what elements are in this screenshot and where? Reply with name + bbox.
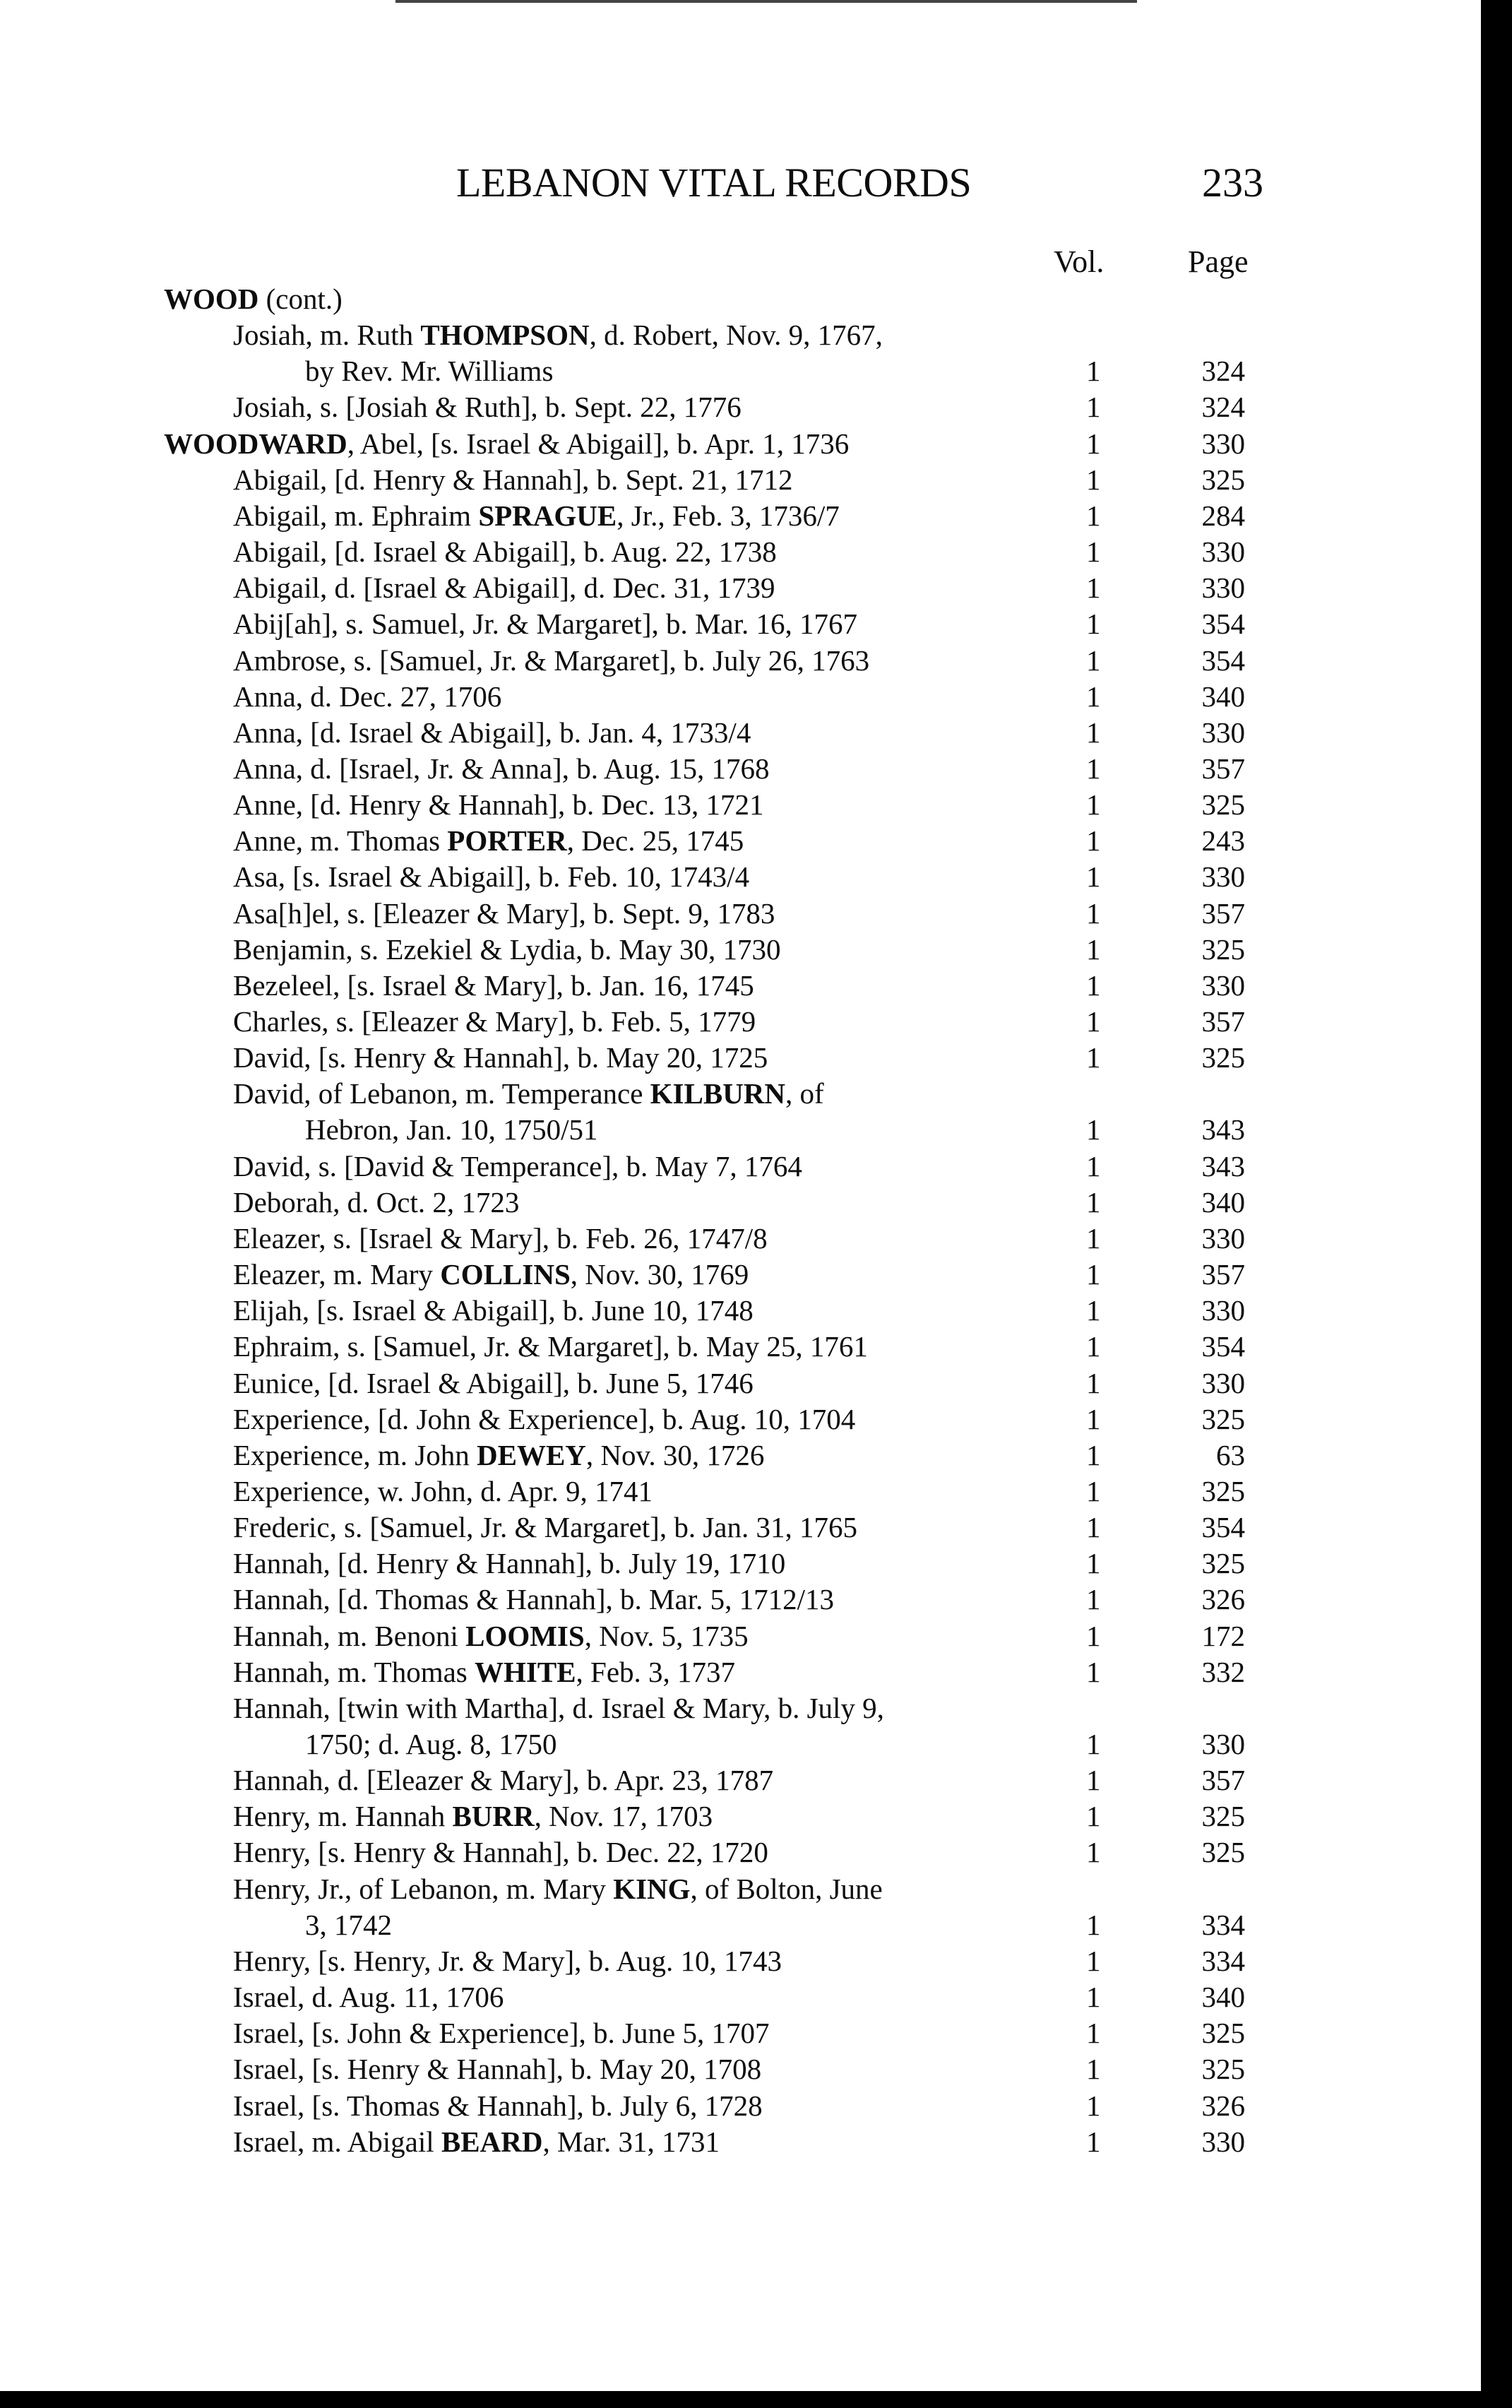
record-text <box>233 823 744 859</box>
record-text-part: Hannah, [d. Henry & Hannah], b. July 19, 1710 <box>233 1547 786 1579</box>
record-row <box>0 1221 1481 1257</box>
record-row <box>0 787 1481 823</box>
record-page: 357 <box>1201 1764 1245 1796</box>
record-vol: 1 <box>1086 1511 1101 1543</box>
surname-bold: THOMPSON <box>420 319 590 351</box>
record-text <box>233 1979 504 2015</box>
record-page: 340 <box>1201 680 1245 713</box>
record-text-part: Bezeleel, [s. Israel & Mary], b. Jan. 16, 1745 <box>233 969 754 1002</box>
record-row <box>0 679 1481 715</box>
record-text <box>233 715 751 751</box>
record-vol: 1 <box>1086 535 1101 568</box>
record-page: 325 <box>1201 1836 1245 1868</box>
record-text-part: Asa, [s. Israel & Abigail], b. Feb. 10, 1743/4 <box>233 860 750 893</box>
record-text <box>233 968 754 1004</box>
record-vol: 1 <box>1086 1439 1101 1471</box>
record-vol: 1 <box>1086 1981 1101 2013</box>
record-text <box>233 534 777 570</box>
surname-bold: LOOMIS <box>465 1620 585 1652</box>
record-text <box>233 570 775 606</box>
record-row <box>0 859 1481 895</box>
surname-bold: BEARD <box>441 2125 543 2158</box>
record-vol: 1 <box>1086 1620 1101 1652</box>
record-row <box>0 2088 1481 2124</box>
record-row <box>0 1582 1481 1618</box>
record-page: 330 <box>1201 1728 1245 1760</box>
record-row <box>0 1546 1481 1582</box>
record-text <box>305 1726 557 1762</box>
record-row <box>0 968 1481 1004</box>
record-text-part: 3, 1742 <box>305 1909 392 1941</box>
record-vol: 1 <box>1086 1403 1101 1435</box>
record-vol: 1 <box>1086 1547 1101 1579</box>
record-text-part: Israel, [s. John & Experience], b. June 5, 1707 <box>233 2017 770 2049</box>
record-vol: 1 <box>1086 1367 1101 1399</box>
record-text-part: Abigail, [d. Israel & Abigail], b. Aug. 22, 1738 <box>233 535 777 568</box>
record-vol: 1 <box>1086 824 1101 857</box>
record-vol: 1 <box>1086 716 1101 749</box>
record-page: 330 <box>1201 1367 1245 1399</box>
surname-bold: WOOD <box>164 283 259 315</box>
record-text <box>233 1762 773 1798</box>
record-row <box>0 1473 1481 1510</box>
record-text <box>233 1690 884 1726</box>
record-text <box>233 2015 769 2051</box>
record-vol: 1 <box>1086 933 1101 966</box>
record-page: 324 <box>1201 355 1245 387</box>
record-vol: 1 <box>1086 680 1101 713</box>
record-text-part: , Mar. 31, 1731 <box>542 2125 720 2158</box>
record-page: 325 <box>1201 788 1245 821</box>
column-header-page: Page <box>1188 244 1249 279</box>
record-page: 325 <box>1201 463 1245 496</box>
record-text-part: Henry, Jr., of Lebanon, m. Mary <box>233 1873 614 1905</box>
record-text-part: Elijah, [s. Israel & Abigail], b. June 10, 1748 <box>233 1294 754 1327</box>
record-page: 63 <box>1216 1439 1245 1471</box>
record-row <box>0 426 1481 462</box>
record-text-part: Experience, m. John <box>233 1439 477 1471</box>
record-text-part: Josiah, s. [Josiah & Ruth], b. Sept. 22, 1776 <box>233 391 742 423</box>
record-vol: 1 <box>1086 1041 1101 1074</box>
record-text-part: , Jr., Feb. 3, 1736/7 <box>617 499 840 532</box>
record-text <box>233 1076 824 1112</box>
record-text <box>233 498 840 534</box>
record-text <box>233 1546 785 1582</box>
record-page: 284 <box>1201 499 1245 532</box>
surname-bold: KING <box>613 1873 691 1905</box>
record-text <box>233 1401 855 1437</box>
record-row <box>0 317 1481 353</box>
record-text-part: Anna, d. Dec. 27, 1706 <box>233 680 502 713</box>
record-text-part: , Nov. 30, 1726 <box>585 1439 765 1471</box>
record-row <box>0 896 1481 932</box>
record-row <box>0 1293 1481 1329</box>
record-text-part: , of Bolton, June <box>690 1873 883 1905</box>
record-row <box>0 2124 1481 2160</box>
record-row <box>0 1834 1481 1870</box>
record-text-part: Henry, [s. Henry & Hannah], b. Dec. 22, 1720 <box>233 1836 768 1868</box>
record-text <box>233 1329 868 1365</box>
record-vol: 1 <box>1086 1909 1101 1941</box>
record-text <box>233 2088 763 2124</box>
record-vol: 1 <box>1086 1294 1101 1327</box>
record-page: 334 <box>1201 1945 1245 1977</box>
record-text-part: Josiah, m. Ruth <box>233 319 421 351</box>
record-vol: 1 <box>1086 1764 1101 1796</box>
record-text-part: Henry, [s. Henry, Jr. & Mary], b. Aug. 10, 1743 <box>233 1945 782 1977</box>
record-vol: 1 <box>1086 2125 1101 2158</box>
record-text-part: Hannah, d. [Eleazer & Mary], b. Apr. 23, 1787 <box>233 1764 774 1796</box>
record-vol: 1 <box>1086 969 1101 1002</box>
record-text <box>233 1582 834 1618</box>
record-text-part: Hannah, [d. Thomas & Hannah], b. Mar. 5, 1712/13 <box>233 1583 834 1615</box>
record-text-part: Israel, m. Abigail <box>233 2125 441 2158</box>
record-text <box>233 1004 756 1040</box>
record-page: 324 <box>1201 391 1245 423</box>
record-row <box>0 1871 1481 1907</box>
record-vol: 1 <box>1086 644 1101 677</box>
record-page: 325 <box>1201 933 1245 966</box>
record-text <box>233 787 763 823</box>
record-text-part: Eunice, [d. Israel & Abigail], b. June 5, 1746 <box>233 1367 754 1399</box>
scan-edge-line <box>395 0 1137 3</box>
record-text-part: , Nov. 30, 1769 <box>570 1258 749 1291</box>
record-text-part: Frederic, s. [Samuel, Jr. & Margaret], b. Jan. 31, 1765 <box>233 1511 857 1543</box>
record-text <box>233 896 775 932</box>
record-page: 340 <box>1201 1981 1245 2013</box>
record-page: 326 <box>1201 1583 1245 1615</box>
record-vol: 1 <box>1086 1005 1101 1038</box>
record-page: 325 <box>1201 2017 1245 2049</box>
record-text-part: Charles, s. [Eleazer & Mary], b. Feb. 5, 1779 <box>233 1005 756 1038</box>
record-row <box>0 570 1481 606</box>
record-page: 357 <box>1201 752 1245 785</box>
record-text-part: , Dec. 25, 1745 <box>566 824 744 857</box>
record-vol: 1 <box>1086 1186 1101 1218</box>
record-row <box>0 2051 1481 2087</box>
record-vol: 1 <box>1086 1475 1101 1507</box>
record-vol: 1 <box>1086 427 1101 460</box>
record-text <box>233 2051 761 2087</box>
record-row <box>0 462 1481 498</box>
page-title: LEBANON VITAL RECORDS <box>456 160 972 206</box>
record-page: 332 <box>1201 1656 1245 1688</box>
record-text <box>305 1907 392 1943</box>
record-text-part: Eleazer, m. Mary <box>233 1258 441 1291</box>
record-row <box>0 1798 1481 1834</box>
record-vol: 1 <box>1086 1836 1101 1868</box>
record-vol: 1 <box>1086 752 1101 785</box>
record-row <box>0 1076 1481 1112</box>
record-text-part: Abigail, [d. Henry & Hannah], b. Sept. 21, 1712 <box>233 463 793 496</box>
record-vol: 1 <box>1086 1728 1101 1760</box>
record-text-part: , Feb. 3, 1737 <box>576 1656 736 1688</box>
record-text-part: Eleazer, s. [Israel & Mary], b. Feb. 26, 1747/8 <box>233 1222 768 1255</box>
record-text-part: Anna, [d. Israel & Abigail], b. Jan. 4, 1733/4 <box>233 716 751 749</box>
record-vol: 1 <box>1086 860 1101 893</box>
record-page: 325 <box>1201 2053 1245 2085</box>
surname-bold: PORTER <box>447 824 567 857</box>
surname-bold: WHITE <box>475 1656 576 1688</box>
record-page: 330 <box>1201 969 1245 1002</box>
record-page: 330 <box>1201 860 1245 893</box>
record-text-part: Anne, m. Thomas <box>233 824 448 857</box>
record-text <box>233 1221 768 1257</box>
surname-bold: COLLINS <box>440 1258 571 1291</box>
record-page: 172 <box>1201 1620 1245 1652</box>
record-vol: 1 <box>1086 1330 1101 1363</box>
record-text-part: Experience, w. John, d. Apr. 9, 1741 <box>233 1475 653 1507</box>
record-page: 354 <box>1201 1511 1245 1543</box>
record-vol: 1 <box>1086 1222 1101 1255</box>
record-text-part: Abij[ah], s. Samuel, Jr. & Margaret], b. Mar. 16, 1767 <box>233 607 858 640</box>
record-text-part: Asa[h]el, s. [Eleazer & Mary], b. Sept. 9, 1783 <box>233 897 775 930</box>
record-vol: 1 <box>1086 1583 1101 1615</box>
record-row <box>0 353 1481 389</box>
record-text-part: David, [s. Henry & Hannah], b. May 20, 1725 <box>233 1041 768 1074</box>
record-text-part: Hannah, m. Benoni <box>233 1620 466 1652</box>
record-row <box>0 1257 1481 1293</box>
record-text <box>233 1293 754 1329</box>
record-row <box>0 1510 1481 1546</box>
record-page: 330 <box>1201 1222 1245 1255</box>
record-text-part: Abigail, m. Ephraim <box>233 499 479 532</box>
record-row <box>0 1907 1481 1943</box>
record-page: 334 <box>1201 1909 1245 1941</box>
record-text <box>233 462 793 498</box>
record-page: 354 <box>1201 1330 1245 1363</box>
record-vol: 1 <box>1086 2017 1101 2049</box>
record-text-part: , Nov. 17, 1703 <box>534 1800 713 1832</box>
record-row <box>0 715 1481 751</box>
record-row <box>0 1979 1481 2015</box>
record-row <box>0 1690 1481 1726</box>
record-vol: 1 <box>1086 1945 1101 1977</box>
record-page: 357 <box>1201 897 1245 930</box>
record-text <box>233 2124 720 2160</box>
record-row <box>0 1112 1481 1148</box>
record-text-part: Experience, [d. John & Experience], b. Aug. 10, 1704 <box>233 1403 856 1435</box>
record-text-part: Deborah, d. Oct. 2, 1723 <box>233 1186 520 1218</box>
record-vol: 1 <box>1086 463 1101 496</box>
record-row <box>0 1401 1481 1437</box>
record-text-part: Anne, [d. Henry & Hannah], b. Dec. 13, 1721 <box>233 788 764 821</box>
record-text-part: Henry, m. Hannah <box>233 1800 453 1832</box>
record-vol: 1 <box>1086 1150 1101 1182</box>
record-page: 340 <box>1201 1186 1245 1218</box>
record-text <box>233 1834 768 1870</box>
record-vol: 1 <box>1086 355 1101 387</box>
record-vol: 1 <box>1086 391 1101 423</box>
record-text-part: , of <box>785 1077 824 1110</box>
record-page: 243 <box>1201 824 1245 857</box>
record-page: 325 <box>1201 1800 1245 1832</box>
record-text <box>305 1112 598 1148</box>
record-vol: 1 <box>1086 2089 1101 2122</box>
record-vol: 1 <box>1086 1258 1101 1291</box>
record-page: 325 <box>1201 1475 1245 1507</box>
record-text-part: Ephraim, s. [Samuel, Jr. & Margaret], b. May 25, 1761 <box>233 1330 868 1363</box>
record-vol: 1 <box>1086 2053 1101 2085</box>
record-page: 343 <box>1201 1150 1245 1182</box>
record-vol: 1 <box>1086 607 1101 640</box>
record-text <box>233 1510 857 1546</box>
record-text-part: Hebron, Jan. 10, 1750/51 <box>305 1113 598 1146</box>
record-row <box>0 1004 1481 1040</box>
record-text-part: Hannah, m. Thomas <box>233 1656 475 1688</box>
record-text-part: Ambrose, s. [Samuel, Jr. & Margaret], b. July 26, 1763 <box>233 644 870 677</box>
record-row <box>0 1943 1481 1979</box>
record-row <box>0 1040 1481 1076</box>
record-page: 326 <box>1201 2089 1245 2122</box>
record-text-part: Abigail, d. [Israel & Abigail], d. Dec. 31, 1739 <box>233 571 775 604</box>
record-text-part: (cont.) <box>258 283 343 315</box>
record-row <box>0 751 1481 787</box>
record-text-part: David, s. [David & Temperance], b. May 7, 1764 <box>233 1150 802 1182</box>
record-row <box>0 1762 1481 1798</box>
surname-bold: DEWEY <box>476 1439 586 1471</box>
record-page: 325 <box>1201 1547 1245 1579</box>
record-page: 330 <box>1201 571 1245 604</box>
record-row <box>0 932 1481 968</box>
record-text <box>233 389 742 425</box>
record-text-part: Israel, [s. Henry & Hannah], b. May 20, 1708 <box>233 2053 762 2085</box>
record-row <box>0 534 1481 570</box>
record-text-part: Israel, [s. Thomas & Hannah], b. July 6, 1728 <box>233 2089 763 2122</box>
surname-bold: WOODWARD <box>164 427 347 460</box>
record-text <box>233 1149 802 1185</box>
record-row <box>0 1365 1481 1401</box>
record-page: 325 <box>1201 1041 1245 1074</box>
record-vol: 1 <box>1086 897 1101 930</box>
record-vol: 1 <box>1086 1656 1101 1688</box>
record-page: 357 <box>1201 1258 1245 1291</box>
record-vol: 1 <box>1086 499 1101 532</box>
record-row <box>0 1618 1481 1654</box>
record-vol: 1 <box>1086 1113 1101 1146</box>
record-vol: 1 <box>1086 1800 1101 1832</box>
record-text-part: David, of Lebanon, m. Temperance <box>233 1077 650 1110</box>
record-text <box>233 1798 713 1834</box>
record-text <box>164 426 849 462</box>
record-page: 325 <box>1201 1403 1245 1435</box>
record-text <box>164 281 343 317</box>
record-page: 330 <box>1201 716 1245 749</box>
record-text-part: Israel, d. Aug. 11, 1706 <box>233 1981 504 2013</box>
surname-bold: KILBURN <box>650 1077 786 1110</box>
record-text <box>305 353 553 389</box>
record-page: 357 <box>1201 1005 1245 1038</box>
record-text <box>233 932 780 968</box>
record-text-part: by Rev. Mr. Williams <box>305 355 554 387</box>
record-text <box>233 606 857 642</box>
record-text-part: Hannah, [twin with Martha], d. Israel & Mary, b. July 9, <box>233 1692 884 1724</box>
record-row <box>0 1437 1481 1473</box>
record-text <box>233 1185 519 1221</box>
record-page: 330 <box>1201 2125 1245 2158</box>
record-page: 330 <box>1201 535 1245 568</box>
record-text <box>233 1040 768 1076</box>
record-vol: 1 <box>1086 788 1101 821</box>
record-page: 354 <box>1201 644 1245 677</box>
record-row <box>0 643 1481 679</box>
record-text-part: 1750; d. Aug. 8, 1750 <box>305 1728 557 1760</box>
record-text-part: Benjamin, s. Ezekiel & Lydia, b. May 30, 1730 <box>233 933 781 966</box>
record-row <box>0 1185 1481 1221</box>
record-row <box>0 1149 1481 1185</box>
column-header-vol: Vol. <box>1054 244 1105 279</box>
record-text <box>233 1257 749 1293</box>
record-text-part: , Abel, [s. Israel & Abigail], b. Apr. 1, 1736 <box>347 427 850 460</box>
record-row <box>0 2015 1481 2051</box>
record-row <box>0 1654 1481 1690</box>
record-page: 330 <box>1201 427 1245 460</box>
record-text <box>233 1943 782 1979</box>
record-text <box>233 1654 735 1690</box>
record-row <box>0 281 1481 317</box>
surname-bold: BURR <box>452 1800 535 1832</box>
record-text <box>233 1618 749 1654</box>
record-text <box>233 859 749 895</box>
record-row <box>0 606 1481 642</box>
record-page: 343 <box>1201 1113 1245 1146</box>
record-page: 354 <box>1201 607 1245 640</box>
record-row <box>0 389 1481 425</box>
record-text <box>233 679 501 715</box>
record-row <box>0 498 1481 534</box>
record-text <box>233 317 883 353</box>
record-text <box>233 1473 653 1510</box>
record-text <box>233 1437 764 1473</box>
record-text-part: , Nov. 5, 1735 <box>584 1620 749 1652</box>
page-number: 233 <box>1202 160 1263 206</box>
record-text-part: Anna, d. [Israel, Jr. & Anna], b. Aug. 15, 1768 <box>233 752 770 785</box>
record-row <box>0 1329 1481 1365</box>
record-text <box>233 1365 754 1401</box>
record-row <box>0 1726 1481 1762</box>
record-text-part: , d. Robert, Nov. 9, 1767, <box>589 319 883 351</box>
record-text <box>233 751 770 787</box>
record-text <box>233 643 869 679</box>
record-row <box>0 823 1481 859</box>
surname-bold: SPRAGUE <box>478 499 617 532</box>
record-page: 330 <box>1201 1294 1245 1327</box>
record-vol: 1 <box>1086 571 1101 604</box>
record-text <box>233 1871 883 1907</box>
